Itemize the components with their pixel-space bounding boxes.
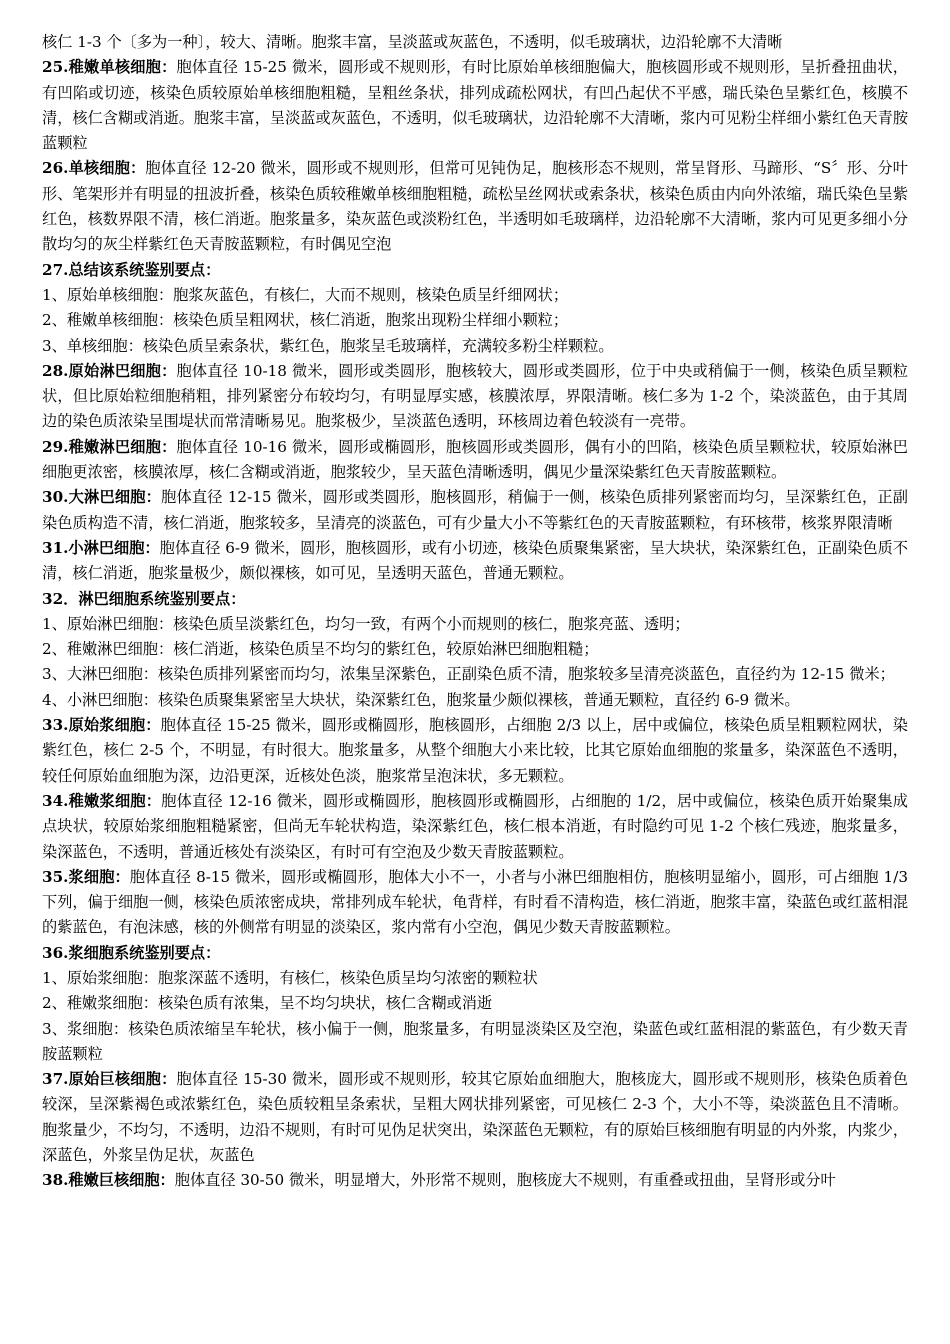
paragraph-heading: 33.原始浆细胞： (42, 716, 161, 735)
list-item (42, 637, 908, 662)
list-item (42, 966, 908, 991)
paragraph-text: 胞体直径 12-15 微米，圆形或类圆形，胞核圆形，稍偏于一侧，核染色质排列紧密而均匀，呈深紫红色，正副染色质构造不清，核仁消逝，胞浆较多，呈清亮的淡蓝色，可有少量大小不等紫红色的天青胺蓝颗粒，有环核带，核浆界限清晰 (42, 488, 908, 532)
document-page (42, 30, 908, 1194)
paragraph-heading: 28.原始淋巴细胞： (42, 361, 177, 380)
list-item-text: 2、稚嫩淋巴细胞：核仁消逝，核染色质呈不均匀的紫红色，较原始淋巴细胞粗糙； (42, 640, 599, 659)
paragraph-item-29 (42, 435, 908, 486)
section-heading-32 (42, 587, 908, 612)
paragraph-text: 胞体直径 10-18 微米，圆形或类圆形，胞核较大，圆形或类圆形，位于中央或稍偏于一侧，核染色质呈颗粒状，但比原始粒细胞稍粗，排列紧密分布较均匀，有明显厚实感，核膜浓厚，界限清晰。核仁多为 1-2 个，染淡蓝色，由于其周边的染色质浓染呈围堤状而常清晰易见。胞浆极少，呈淡蓝色透明，环核周边着色较淡有一亮带。 (42, 361, 908, 431)
paragraph-item-28 (42, 359, 908, 435)
paragraph-item-31 (42, 536, 908, 587)
paragraph-continuation (42, 30, 908, 55)
list-item (42, 334, 908, 359)
paragraph-text: 胞体直径 15-25 微米，圆形或椭圆形，胞核圆形，占细胞 2/3 以上，居中或偏位，核染色质呈粗颗粒网状，染紫红色，核仁 2-5 个，不明显，有时很大。胞浆量多，从整个细胞大小来比较，比其它原始血细胞的浆量多，染深蓝色不透明，较任何原始血细胞为深，边沿更深，近核处色淡，胞浆常呈泡沫状，多无颗粒。 (42, 716, 908, 785)
list-item-text: 1、原始淋巴细胞：核染色质呈淡紫红色，均匀一致，有两个小而规则的核仁，胞浆亮蓝、透明； (42, 614, 690, 633)
list-item (42, 283, 908, 308)
list-item-text: 2、稚嫩浆细胞：核染色质有浓集，呈不均匀块状，核仁含糊或消逝 (42, 994, 493, 1013)
paragraph-heading: 25.稚嫩单核细胞： (42, 58, 177, 77)
paragraph-item-35 (42, 865, 908, 941)
paragraph-heading: 26.单核细胞： (42, 159, 146, 178)
paragraph-item-38 (42, 1168, 908, 1193)
paragraph-heading: 34.稚嫩浆细胞： (42, 791, 162, 810)
list-item (42, 1017, 908, 1068)
paragraph-text: 胞体直径 15-25 微米，圆形或不规则形，有时比原始单核细胞偏大，胞核圆形或不规则形，呈折叠扭曲状，有凹陷或切迹，核染色质较原始单核细胞粗糙，呈粗丝条状，排列成疏松网状，有凹凸起伏不平感，瑞氏染色呈紫红色，核膜不清，核仁含糊或消逝。胞浆丰富，呈淡蓝或灰蓝色，不透明，似毛玻璃状，边沿轮廓不大清晰，浆内可见粉尘样细小紫红色天青胺蓝颗粒 (42, 58, 908, 153)
paragraph-text: 胞体直径 12-20 微米，圆形或不规则形，但常可见钝伪足，胞核形态不规则，常呈肾形、马蹄形、“S〞形、分叶形、笔架形并有明显的扭波折叠，核染色质较稚嫩单核细胞粗糙，疏松呈丝网状或索条状，核染色质由内向外浓缩，瑞氏染色呈紫红色，核数界限不清，核仁消逝。胞浆量多，染灰蓝色或淡粉红色，半透明如毛玻璃样，边沿轮廓不大清晰，浆内可见更多细小分散均匀的灰尘样紫红色天青胺蓝颗粒，有时偶见空泡 (42, 159, 908, 254)
paragraph-item-34 (42, 789, 908, 865)
paragraph-heading: 29.稚嫩淋巴细胞： (42, 437, 177, 456)
paragraph-item-30 (42, 485, 908, 536)
paragraph-text: 胞体直径 15-30 微米，圆形或不规则形，较其它原始血细胞大，胞核庞大，圆形或不规则形，核染色质着色较深，呈深紫褐色或浓紫红色，染色质较粗呈条索状，呈粗大网状排列紧密，可见核仁 2-3 个，大小不等，染淡蓝色且不清晰。胞浆量少，不均匀，不透明，边沿不规则，有时可见伪足状突出，染深蓝色无颗粒，有的原始巨核细胞有明显的内外浆，内浆少，深蓝色，外浆呈伪足状，灰蓝色 (42, 1070, 908, 1165)
paragraph-item-26 (42, 156, 908, 257)
list-item-text: 3、单核细胞：核染色质呈索条状，紫红色，胞浆呈毛玻璃样，充满较多粉尘样颗粒。 (42, 336, 614, 355)
paragraph-text: 胞体直径 30-50 微米，明显增大，外形常不规则，胞核庞大不规则，有重叠或扭曲，呈肾形或分叶 (174, 1171, 836, 1190)
list-item-text: 1、原始浆细胞：胞浆深蓝不透明，有核仁，核染色质呈均匀浓密的颗粒状 (42, 968, 538, 987)
paragraph-text: 胞体直径 12-16 微米，圆形或椭圆形，胞核圆形或椭圆形，占细胞的 1/2，居中或偏位，核染色质开始聚集成点块状，较原始浆细胞粗糙紧密，但尚无车轮状构造，染深紫红色，核仁根本消逝，有时隐约可见 1-2 个核仁残迹，胞浆量多，染深蓝色，不透明，普通近核处有淡染区，有时可有空泡及少数天青胺蓝颗粒。 (42, 791, 908, 861)
list-item-text: 4、小淋巴细胞：核染色质聚集紧密呈大块状，染深紫红色，胞浆量少颇似裸核，普通无颗粒，直径约 6-9 微米。 (42, 690, 800, 709)
paragraph-heading: 36.浆细胞系统鉴别要点： (42, 943, 221, 962)
list-item-text: 3、浆细胞：核染色质浓缩呈车轮状，核小偏于一侧，胞浆量多，有明显淡染区及空泡，染蓝色或红蓝相混的紫蓝色，有少数天青胺蓝颗粒 (42, 1019, 908, 1063)
paragraph-item-25 (42, 55, 908, 156)
list-item (42, 612, 908, 637)
paragraph-heading: 32．淋巴细胞系统鉴别要点： (42, 589, 246, 608)
paragraph-heading: 27.总结该系统鉴别要点： (42, 260, 221, 279)
paragraph-text: 胞体直径 8-15 微米，圆形或椭圆形，胞体大小不一，小者与小淋巴细胞相仿，胞核明显缩小，圆形，可占细胞 1/3 下列，偏于细胞一侧，核染色质浓密成块，常排列成车轮状，龟背样，有时看不清构造，核仁消逝，胞浆丰富，染蓝色或红蓝相混的紫蓝色，有泡沫感，核的外侧常有明显的淡染区，浆内常有小空泡，偶见少数天青胺蓝颗粒。 (42, 867, 908, 937)
list-item (42, 991, 908, 1016)
paragraph-heading: 30.大淋巴细胞： (42, 488, 162, 507)
section-heading-27 (42, 258, 908, 283)
paragraph-heading: 31.小淋巴细胞： (42, 538, 160, 557)
list-item-text: 3、大淋巴细胞：核染色质排列紧密而均匀，浓集呈深紫色，正副染色质不清，胞浆较多呈清亮淡蓝色，直径约为 12-15 微米； (42, 665, 895, 684)
paragraph-item-37 (42, 1067, 908, 1168)
list-item (42, 662, 908, 687)
list-item-text: 2、稚嫩单核细胞：核染色质呈粗网状，核仁消逝，胞浆出现粉尘样细小颗粒； (42, 311, 569, 330)
list-item (42, 688, 908, 713)
paragraph-heading: 35.浆细胞： (42, 867, 130, 886)
paragraph-heading: 38.稚嫩巨核细胞： (42, 1171, 175, 1190)
paragraph-heading: 37.原始巨核细胞： (42, 1070, 177, 1089)
paragraph-item-33 (42, 713, 908, 789)
list-item-text: 1、原始单核细胞：胞浆灰蓝色，有核仁，大而不规则，核染色质呈纤细网状； (42, 285, 569, 304)
section-heading-36 (42, 941, 908, 966)
paragraph-text: 核仁 1-3 个〔多为一种〕，较大、清晰。胞浆丰富，呈淡蓝或灰蓝色，不透明，似毛玻璃状，边沿轮廓不大清晰 (42, 33, 783, 51)
paragraph-text: 胞体直径 10-16 微米，圆形或椭圆形，胞核圆形或类圆形，偶有小的凹陷，核染色质呈颗粒状，较原始淋巴细胞更浓密，核膜浓厚，核仁含糊或消逝，胞浆较少，呈天蓝色清晰透明，偶见少量深染紫红色天青胺蓝颗粒。 (42, 437, 908, 482)
list-item (42, 308, 908, 333)
paragraph-text: 胞体直径 6-9 微米，圆形，胞核圆形，或有小切迹，核染色质聚集紧密，呈大块状，染深紫红色，正副染色质不清，核仁消逝，胞浆量极少，颇似裸核，如可见，呈透明天蓝色，普通无颗粒。 (42, 538, 908, 583)
